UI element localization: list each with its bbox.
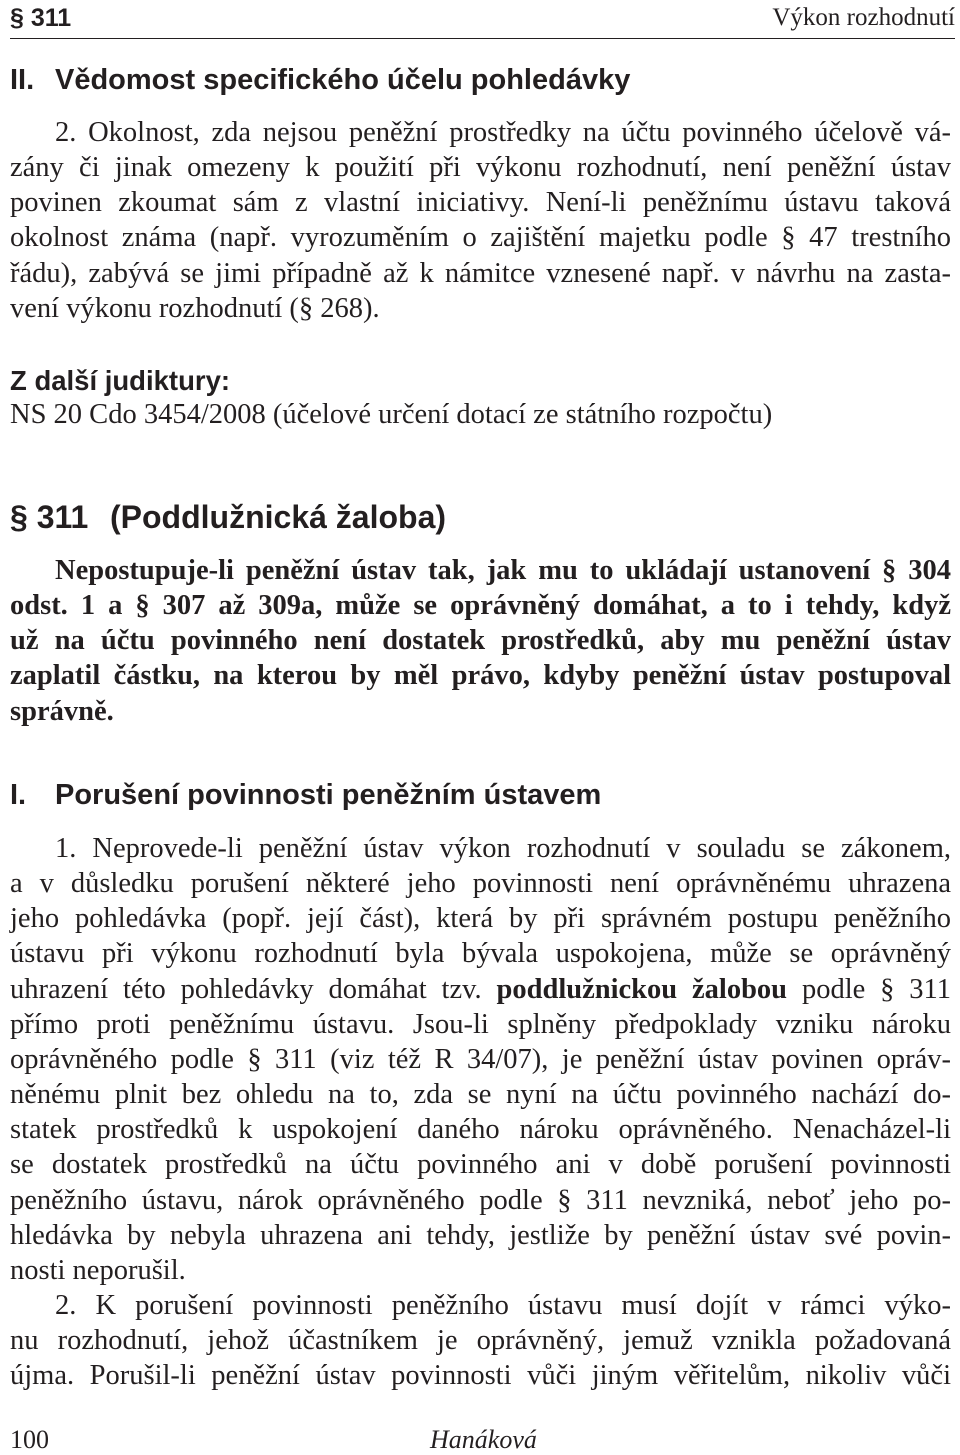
running-section-number: § 311	[10, 4, 72, 32]
paragraph-line: peněžního ústavu, nárok oprávněného podle § 311 nevzniká, neboť jeho po-	[10, 1184, 951, 1216]
paragraph-line: okolnost známa (např. vyrozuměním o zajištění majetku podle § 47 trestního	[10, 222, 951, 254]
provision-line: zaplatil částku, na kterou by měl právo, kdyby peněžní ústav postupoval	[10, 660, 951, 692]
paragraph-line: řádu), zabývá se jimi případně až k námitce vznesené např. v návrhu na zasta-	[10, 257, 951, 289]
provision-line: správně.	[10, 695, 114, 727]
paragraph-line: statek prostředků k uspokojení daného nároku oprávněného. Nenacházel-li	[10, 1114, 951, 1146]
paragraph-line: nosti neporušil.	[10, 1254, 186, 1286]
section-number: II.	[10, 64, 35, 96]
paragraph-line: nu rozhodnutí, jehož účastníkem je oprávněný, jemuž vznikla požadovaná	[10, 1325, 951, 1357]
provision-text	[10, 553, 951, 729]
paragraph-line: zány či jinak omezeny k použití při výkonu rozhodnutí, není peněžní ústav	[10, 152, 951, 184]
paragraph-line: se dostatek prostředků na účtu povinného ani v době porušení povinnosti	[10, 1149, 951, 1181]
line-segment: podle § 311	[787, 973, 951, 1005]
paragraph	[10, 1288, 951, 1393]
paragraph-line: jeho pohledávka (popř. její část), která by při správném postupu peněžního	[10, 903, 951, 935]
paragraph-line: vení výkonu rozhodnutí (§ 268).	[10, 292, 380, 324]
paragraph	[10, 831, 951, 1288]
provision-line: Nepostupuje-li peněžní ústav tak, jak mu to ukládají ustanovení § 304	[55, 555, 951, 586]
header-rule	[10, 38, 955, 39]
paragraph-line: hledávka by nebyla uhrazena ani tehdy, jestliže by peněžní ústav své povin-	[10, 1219, 951, 1251]
paragraph-line: něnému plnit bez ohledu na to, zda se nyní na účtu povinného nachází do-	[10, 1079, 951, 1111]
paragraph-line: 1. Neprovede-li peněžní ústav výkon rozhodnutí v souladu se zákonem,	[55, 833, 951, 864]
paragraph-line: 2. Okolnost, zda nejsou peněžní prostředky na účtu povinného účelově vá-	[55, 117, 951, 148]
section-number: I.	[10, 779, 27, 811]
author-name: Hanáková	[430, 1425, 537, 1454]
paragraph-line: přímo proti peněžnímu ústavu. Jsou-li splněny předpoklady vzniku nároku	[10, 1008, 951, 1040]
case-law-heading: Z další judiktury:	[10, 365, 231, 396]
line-segment: uhrazení této pohledávky domáhat tzv.	[10, 973, 497, 1005]
paragraph-line: povinen zkoumat sám z vlastní iniciativy. Není-li peněžnímu ústavu taková	[10, 187, 951, 219]
section-title: Vědomost specifického účelu pohledávky	[55, 64, 631, 96]
paragraph	[10, 115, 951, 326]
paragraph-line: újma. Porušil-li peněžní ústav povinnosti vůči jiným věřitelům, nikoliv vůči	[10, 1360, 951, 1392]
page-number: 100	[10, 1425, 49, 1454]
case-citation: NS 20 Cdo 3454/2008 (účelové určení dotací ze státního rozpočtu)	[10, 399, 773, 430]
running-title: Výkon rozhodnutí	[772, 4, 955, 31]
paragraph-line	[10, 972, 951, 1007]
emphasized-term: poddlužnickou žalobou	[496, 973, 788, 1005]
provision-line: odst. 1 a § 307 až 309a, může se oprávněný domáhat, a to i tehdy, když	[10, 590, 951, 622]
provision-title: (Poddlužnická žaloba)	[110, 499, 447, 535]
section-title: Porušení povinnosti peněžním ústavem	[55, 779, 602, 811]
paragraph-line: 2. K porušení povinnosti peněžního ústavu musí dojít v rámci výko-	[55, 1290, 951, 1321]
paragraph-line: a v důsledku porušení některé jeho povinnosti není oprávněnému uhrazena	[10, 868, 951, 900]
provision-line: už na účtu povinného není dostatek prostředků, aby mu peněžní ústav	[10, 625, 951, 657]
paragraph-line: oprávněného podle § 311 (viz též R 34/07), je peněžní ústav povinen opráv-	[10, 1043, 951, 1075]
paragraph-line: ústavu při výkonu rozhodnutí byla bývala uspokojena, může se oprávněný	[10, 938, 951, 970]
page-footer	[10, 1425, 950, 1455]
page-header	[10, 0, 955, 36]
provision-number: § 311	[10, 499, 89, 535]
